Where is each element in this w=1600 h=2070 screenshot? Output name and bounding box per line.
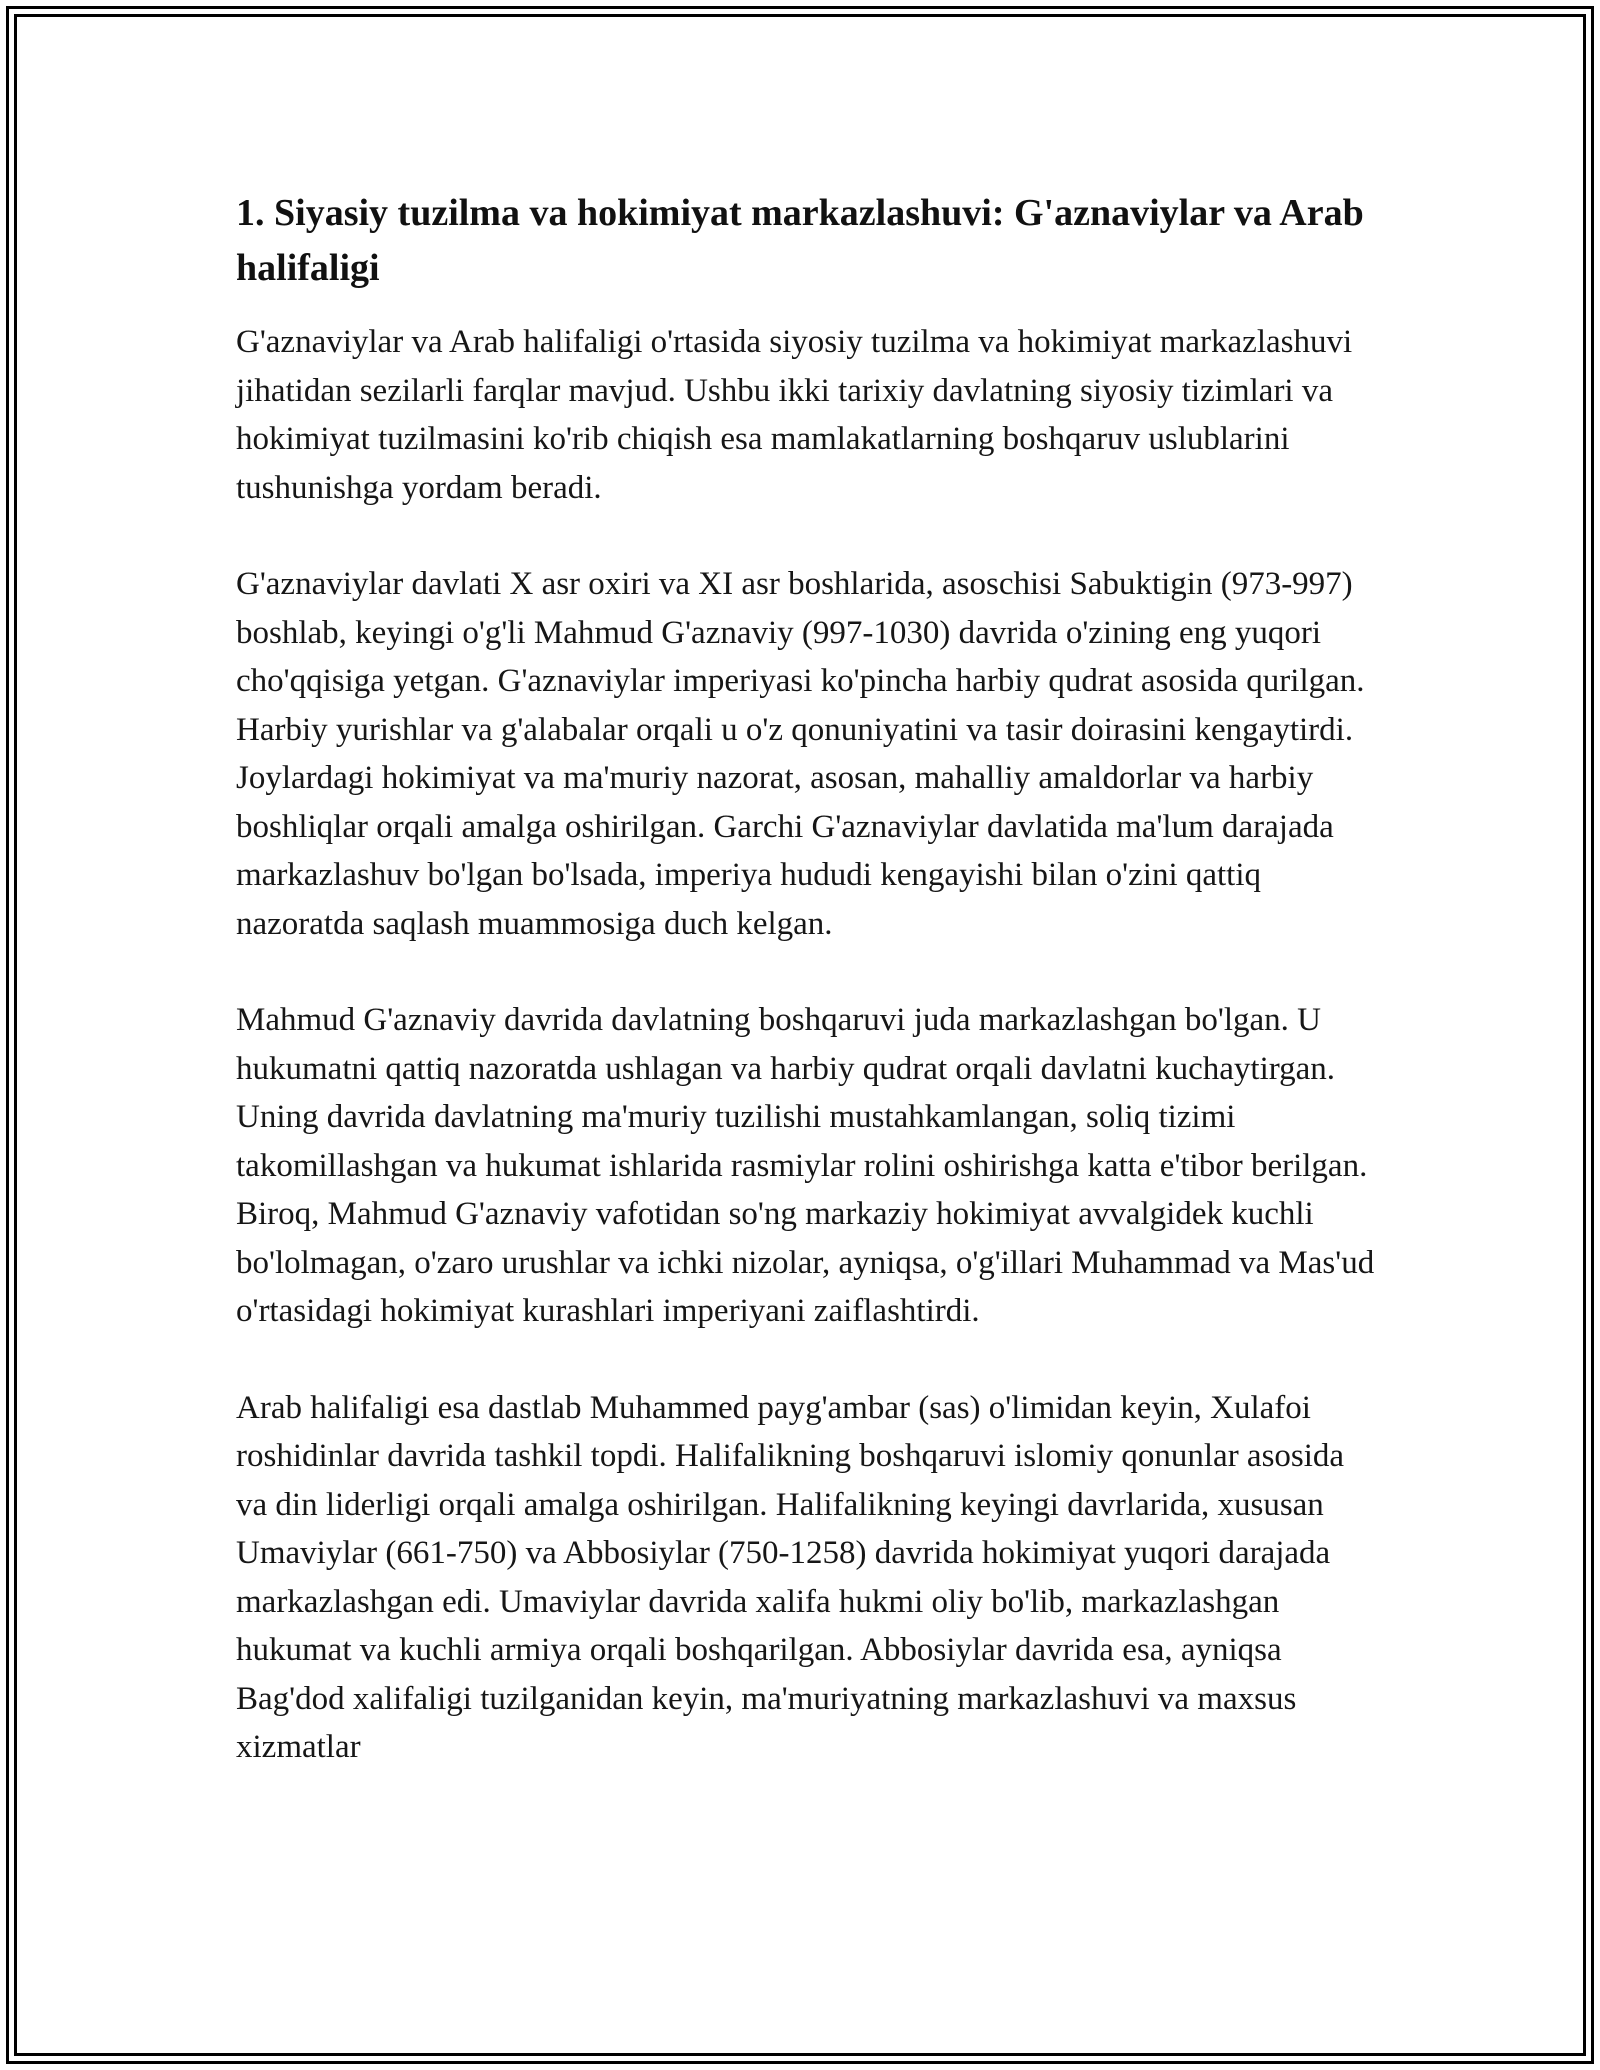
paragraph-mahmud: Mahmud G'aznaviy davrida davlatning boshqaruvi juda markazlashgan bo'lgan. U hukumatni qattiq nazoratda ushlagan va harbiy qudrat orqali davlatni kuchaytirgan. Uning davrida davlatning ma'muriy tuzilishi mustahkamlangan, soliq tizimi takomillashgan va hukumat ishlarida rasmiylar rolini oshirishga katta e'tibor berilgan. Biroq, Mahmud G'aznaviy vafotidan so'ng markaziy hokimiyat avvalgidek kuchli bo'lolmagan, o'zaro urushlar va ichki nizolar, ayniqsa, o'g'illari Muhammad va Mas'ud o'rtasidagi hokimiyat kurashlari imperiyani zaiflashtirdi. bbox=[236, 1002, 1375, 1329]
paragraph-caliphate: Arab halifaligi esa dastlab Muhammed payg'ambar (sas) o'limidan keyin, Xulafoi roshidinlar davrida tashkil topdi. Halifalikning boshqaruvi islomiy qonunlar asosida va din liderligi orqali amalga oshirilgan. Halifalikning keyingi davrlarida, xususan Umaviylar (661-750) va Abbosiylar (750-1258) davrida hokimiyat yuqori darajada markazlashgan edi. Umaviylar davrida xalifa hukmi oliy bo'lib, markazlashgan hukumat va kuchli armiya orqali boshqarilgan. Abbosiylar davrida esa, ayniqsa Bag'dod xalifaligi tuzilganidan keyin, ma'muriyatning markazlashuvi va maxsus xizmatlar bbox=[236, 1389, 1345, 1765]
paragraph-ghaznavids: G'aznaviylar davlati X asr oxiri va XI asr boshlarida, asoschisi Sabuktigin (973-997) boshlab, keyingi o'g'li Mahmud G'aznaviy (997-1030) davrida o'zining eng yuqori cho'qqisiga yetgan. G'aznaviylar imperiyasi ko'pincha harbiy qudrat asosida qurilgan. Harbiy yurishlar va g'alabalar orqali u o'z qonuniyatini va tasir doirasini kengaytirdi. Joylardagi hokimiyat va ma'muriy nazorat, asosan, mahalliy amaldorlar va harbiy boshliqlar orqali amalga oshirilgan. Garchi G'aznaviylar davlatida ma'lum darajada markazlashuv bo'lgan bo'lsada, imperiya hududi kengayishi bilan o'zini qattiq nazoratda saqlash muammosiga duch kelgan. bbox=[236, 566, 1365, 942]
document-body bbox=[236, 186, 1376, 1820]
paragraph-intro: G'aznaviylar va Arab halifaligi o'rtasida siyosiy tuzilma va hokimiyat markazlashuvi jihatidan sezilarli farqlar mavjud. Ushbu ikki tarixiy davlatning siyosiy tizimlari va hokimiyat tuzilmasini ko'rib chiqish esa mamlakatlarning boshqaruv uslublarini tushunishga yordam beradi. bbox=[236, 324, 1353, 506]
section-heading: 1. Siyasiy tuzilma va hokimiyat markazlashuvi: G'aznaviylar va Arab halifaligi bbox=[236, 192, 1364, 289]
